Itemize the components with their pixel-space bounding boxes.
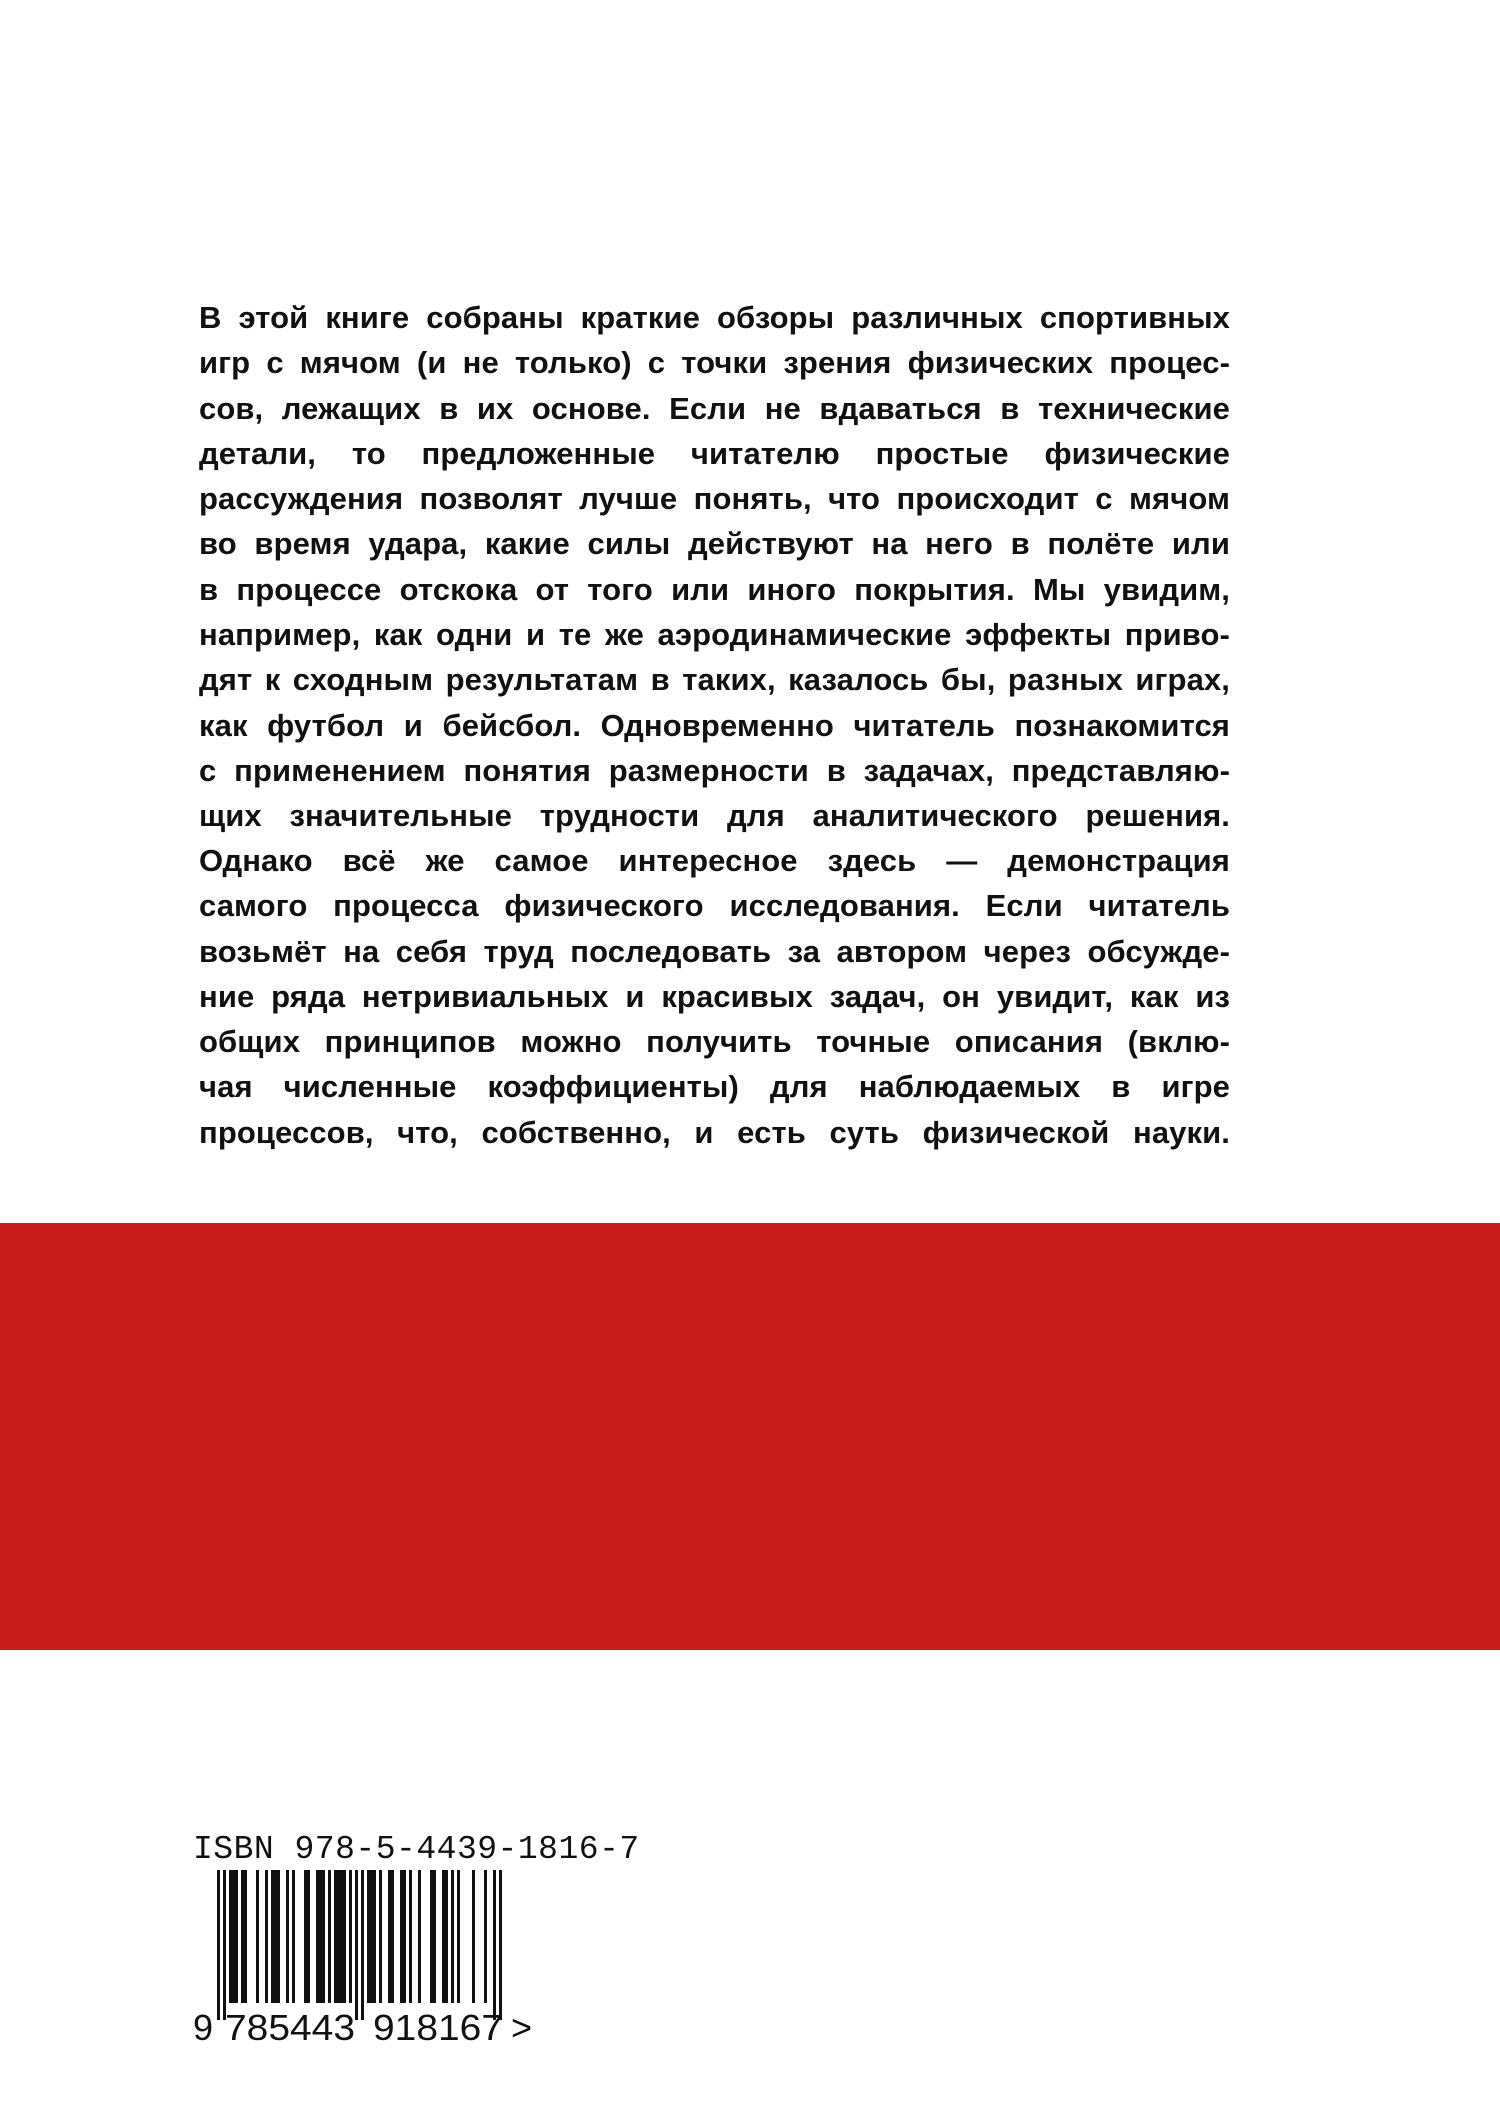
barcode-bar [292,1870,295,2003]
text-line: чая численные коэффициенты) для наблюдаемых в игре [199,1069,1230,1105]
barcode-bar [307,1870,310,2003]
isbn-label: ISBN 978-5-4439-1816-7 [193,1831,640,1868]
barcode-bar [337,1870,340,2003]
barcode-bar [457,1870,460,2003]
barcode-bar [391,1870,394,2003]
barcode-marker: > [511,2007,533,2048]
red-band [0,1223,1500,1650]
barcode-bar [367,1870,370,2003]
barcode-guard-bar [361,1870,364,2020]
text-line: В этой книге собраны краткие обзоры различных спортивных [199,300,1230,335]
barcode-bar [322,1870,325,2003]
text-line: сов, лежащих в их основе. Если не вдаваться в технические [199,390,1230,426]
barcode-bar [334,1870,337,2003]
text-line: рассуждения позволят лучше понять, что происходит с мячом [199,481,1230,517]
barcode-guard-bar [493,1870,496,2020]
text-line: с применением понятия размерности в задачах, представляю- [199,752,1230,788]
text-line: самого процесса физического исследования. Если читатель [199,888,1230,924]
barcode-bar [343,1870,346,2003]
barcode-guard-bar [355,1870,358,2020]
text-line: например, как одни и те же аэродинамические эффекты приво- [199,617,1230,653]
barcode-bar [370,1870,373,2003]
barcode-bars [217,1870,502,2020]
barcode-bar [430,1870,433,2003]
barcode-bar [277,1870,280,2003]
barcode-bar [442,1870,445,2003]
text-line: ние ряда нетривиальных и красивых задач, он увидит, как из [199,978,1230,1014]
barcode-bar [328,1870,331,2003]
barcode-bar [235,1870,238,2003]
barcode-bar [316,1870,319,2003]
text-line: как футбол и бейсбол. Одновременно читатель познакомится [199,707,1230,743]
barcode-bar [319,1870,322,2003]
barcode-bar [403,1870,406,2003]
barcode-right-digits: 918167 [373,2007,503,2048]
barcode-bar [400,1870,403,2003]
barcode-bar [232,1870,235,2003]
barcode-bar [340,1870,343,2003]
barcode-bar [349,1870,352,2003]
text-line: во время удара, какие силы действуют на него в полёте или [199,526,1230,562]
text-line: в процессе отскока от того или иного покрытия. Мы увидим, [199,571,1230,607]
barcode-bar [241,1870,244,2003]
barcode-bar [304,1870,307,2003]
barcode-bar [271,1870,274,2003]
text-line: детали, то предложенные читателю простые физические [199,435,1230,471]
barcode-guard-bar [223,1870,226,2020]
barcode-bar [256,1870,259,2003]
barcode-bar [388,1870,391,2003]
isbn-barcode [193,1870,563,2048]
barcode-bar [379,1870,382,2003]
barcode-bar [229,1870,232,2003]
barcode-first-digit: 9 [193,2007,214,2048]
text-line: возьмёт на себя труд последовать за автором через обсужде- [199,933,1230,969]
text-line: Однако всё же самое интересное здесь — демонстрация [199,843,1230,878]
barcode-guard-bar [499,1870,502,2020]
barcode-bar [373,1870,376,2003]
text-line: игр с мячом (и не только) с точки зрения физических процес- [199,345,1230,381]
barcode-bar [433,1870,436,2003]
barcode-bar [445,1870,448,2003]
description-paragraph-2 [199,838,1230,1155]
barcode-bar [484,1870,487,2003]
text-line: процессов, что, собственно, и есть суть физической науки. [199,1114,1230,1150]
barcode-left-digits: 785443 [225,2007,355,2048]
barcode-bar [274,1870,277,2003]
barcode-bar [244,1870,247,2003]
barcode-bar [286,1870,289,2003]
text-line: дят к сходным результатам в таких, казалось бы, разных играх, [199,662,1230,698]
barcode-bar [472,1870,475,2003]
barcode-bar [409,1870,412,2003]
text-line: общих принципов можно получить точные описания (вклю- [199,1024,1230,1060]
text-line: щих значительные трудности для аналитического решения. [199,798,1230,834]
barcode-bar [451,1870,454,2003]
barcode-bar [418,1870,421,2003]
barcode-guard-bar [217,1870,220,2020]
barcode-bar [265,1870,268,2003]
description-paragraph-1 [199,295,1230,839]
